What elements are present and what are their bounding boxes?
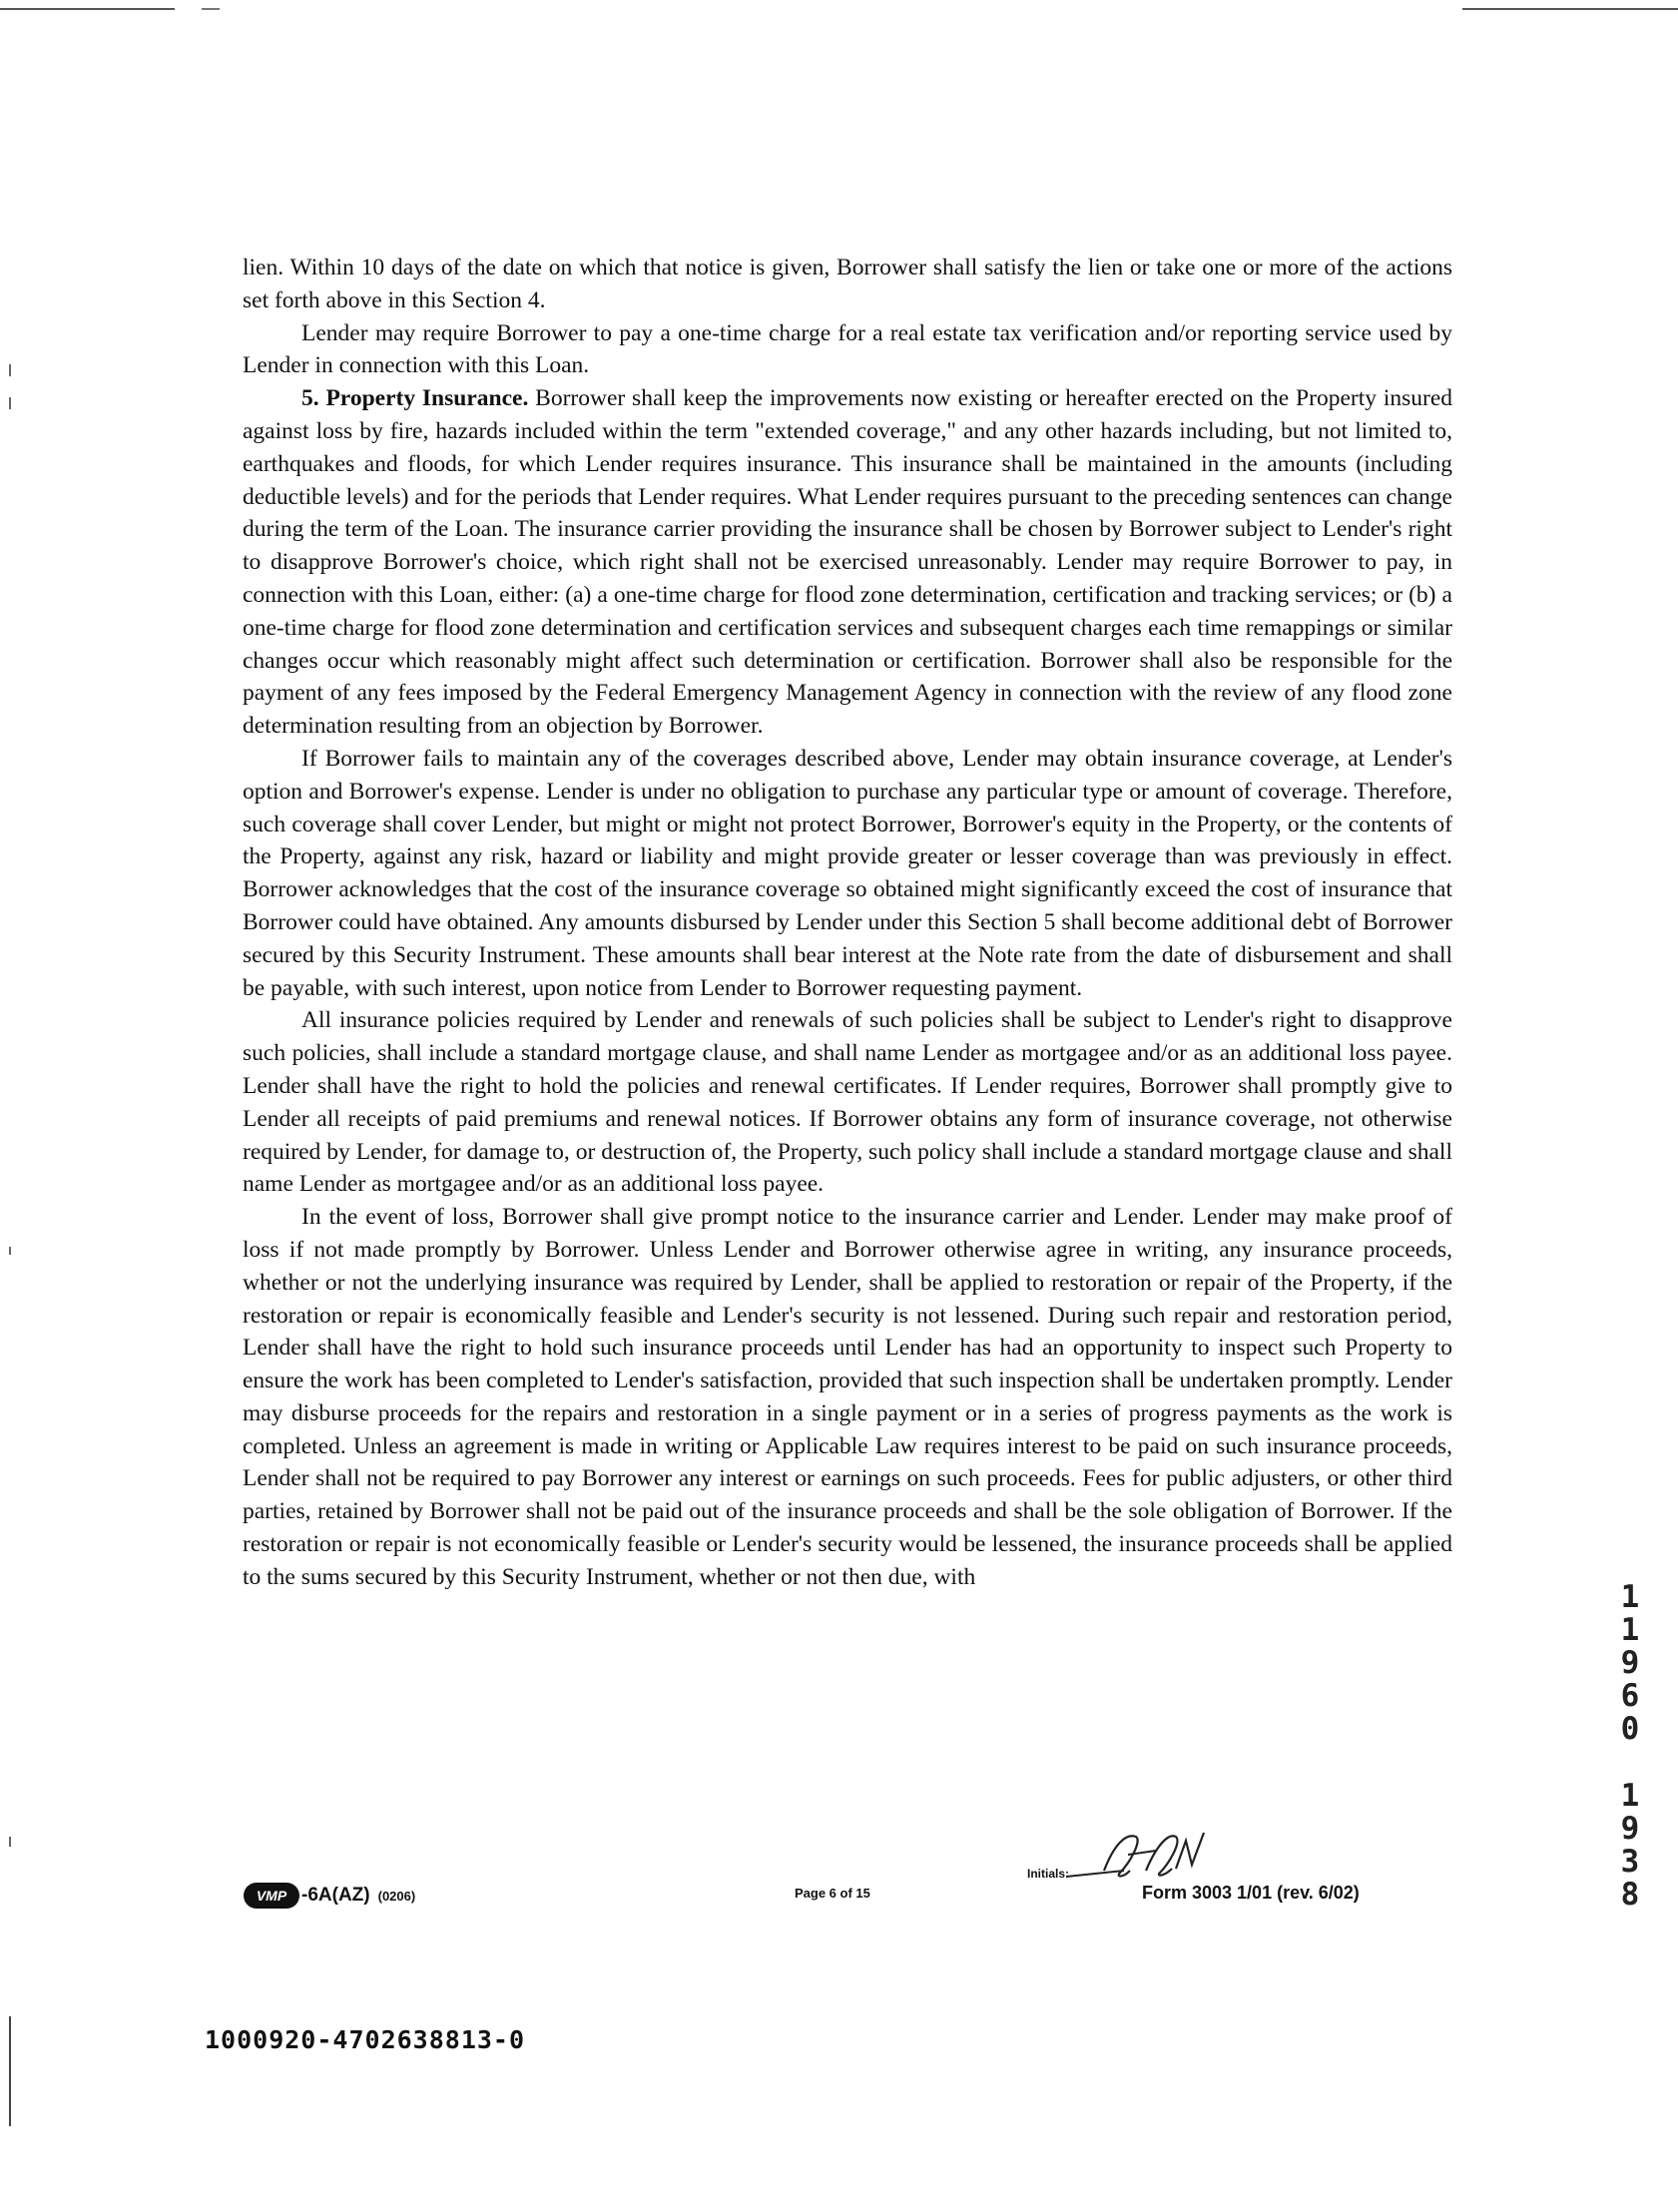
form-code-footer [244, 1883, 415, 1909]
scan-edge-tick [9, 397, 11, 409]
initials-label: Initials: [1027, 1867, 1070, 1881]
side-stamp-digit: 0 [1620, 1711, 1640, 1747]
scan-margin-line [9, 2016, 11, 2126]
form-code: -6A(AZ) [301, 1885, 370, 1906]
side-stamp-digit: 9 [1620, 1645, 1640, 1681]
side-stamp-digit: 8 [1620, 1877, 1640, 1913]
form-code-date: (0206) [377, 1888, 416, 1904]
side-stamp-digit: 6 [1620, 1678, 1640, 1714]
form-number: Form 3003 1/01 (rev. 6/02) [1142, 1883, 1360, 1903]
scan-edge-tick [9, 1837, 11, 1847]
top-scan-rule-mark [202, 8, 220, 10]
document-body [243, 252, 1452, 1594]
paragraph-insurance-policies: All insurance policies required by Lender and renewals of such policies shall be subject to Lender's right to disapprove such policies, shall include a standard mortgage clause, and shall name Lender as mortgagee and/or as an additional loss payee. Lender shall have the right to hold the policies and renewal certificates. If Lender requires, Borrower shall promptly give to Lender all receipts of paid premiums and renewal notices. If Borrower obtains any form of insurance coverage, not otherwise required by Lender, for damage to, or destruction of, the Property, such policy shall include a standard mortgage clause and shall name Lender as mortgagee and/or as an additional loss payee. [243, 1007, 1452, 1198]
section-5-title: 5. Property Insurance. [301, 385, 529, 412]
page-number: Page 6 of 15 [795, 1886, 870, 1901]
scan-edge-tick [9, 364, 11, 376]
section-5-text: Borrower shall keep the improvements now existing or hereafter erected on the Property insured against loss by fire, hazards included within the term "extended coverage," and any other hazards including, but not limited to, earthquakes and floods, for which Lender requires insurance. This insurance shall be maintained in the amounts (including deductible levels) and for the periods that Lender requires. What Lender requires pursuant to the preceding sentences can change during the term of the Loan. The insurance carrier providing the insurance shall be chosen by Borrower subject to Lender's right to disapprove Borrower's choice, which right shall not be exercised unreasonably. Lender may require Borrower to pay, in connection with this Loan, either: (a) a one-time charge for flood zone determination, certification and tracking services; or (b) a one-time charge for flood zone determination and certification services and subsequent charges each time remappings or similar changes occur which reasonably might affect such determination or certification. Borrower shall also be responsible for the payment of any fees imposed by the Federal Emergency Management Agency in connection with the review of any flood zone determination resulting from an objection by Borrower. [243, 385, 1453, 740]
side-stamp-digit: 9 [1620, 1811, 1640, 1847]
top-scan-rule-right [1462, 8, 1678, 10]
paragraph-tax-verification-charge: Lender may require Borrower to pay a one-time charge for a real estate tax verification and/or reporting service used by Lender in connection with this Loan. [243, 319, 1452, 379]
scan-edge-tick [9, 1247, 11, 1255]
side-stamp-digit: 3 [1620, 1844, 1640, 1880]
top-scan-rule-left [0, 8, 175, 10]
paragraph-property-insurance [243, 382, 1452, 743]
side-stamp-bottom [1615, 1780, 1645, 1912]
paragraph-lender-obtained-coverage: If Borrower fails to maintain any of the coverages described above, Lender may obtain insurance coverage, at Lender's option and Borrower's expense. Lender is under no obligation to purchase any particular type or amount of coverage. Therefore, such coverage shall cover Lender, but might or might not protect Borrower, Borrower's equity in the Property, or the contents of the Property, against any risk, hazard or liability and might provide greater or lesser coverage than was previously in effect. Borrower acknowledges that the cost of the insurance coverage so obtained might significantly exceed the cost of insurance that Borrower could have obtained. Any amounts disbursed by Lender under this Section 5 shall become additional debt of Borrower secured by this Security Instrument. These amounts shall bear interest at the Note rate from the date of disbursement and shall be payable, with such interest, upon notice from Lender to Borrower requesting payment. [243, 745, 1452, 1001]
paragraph-event-of-loss: In the event of loss, Borrower shall give prompt notice to the insurance carrier and Lender. Lender may make proof of loss if not made promptly by Borrower. Unless Lender and Borrower otherwise agree in writing, any insurance proceeds, whether or not the underlying insurance was required by Lender, shall be applied to restoration or repair of the Property, if the restoration or repair is economically feasible and Lender's security is not lessened. During such repair and restoration period, Lender shall have the right to hold such insurance proceeds until Lender has had an opportunity to inspect such Property to ensure the work has been completed to Lender's satisfaction, provided that such inspection shall be undertaken promptly. Lender may disburse proceeds for the repairs and restoration in a single payment or in a series of progress payments as the work is completed. Unless an agreement is made in writing or Applicable Law requires interest to be paid on such insurance proceeds, Lender shall not be required to pay Borrower any interest or earnings on such proceeds. Fees for public adjusters, or other third parties, retained by Borrower shall not be paid out of the insurance proceeds and shall be the sole obligation of Borrower. If the restoration or repair is not economically feasible or Lender's security would be lessened, the insurance proceeds shall be applied to the sums secured by this Security Instrument, whether or not then due, with [243, 1204, 1452, 1590]
loan-id-number: 1000920-4702638813-0 [205, 2025, 526, 2054]
paragraph-lien-continuation: lien. Within 10 days of the date on which that notice is given, Borrower shall satisfy the lien or take one or more of the actions set forth above in this Section 4. [243, 255, 1452, 313]
initials-signature [1064, 1825, 1234, 1887]
vmp-logo: VMP [244, 1883, 299, 1909]
side-stamp-digit: 1 [1620, 1612, 1640, 1648]
side-stamp-digit: 1 [1620, 1579, 1640, 1615]
side-stamp-top [1615, 1581, 1645, 1746]
side-stamp-digit: 1 [1620, 1778, 1640, 1814]
